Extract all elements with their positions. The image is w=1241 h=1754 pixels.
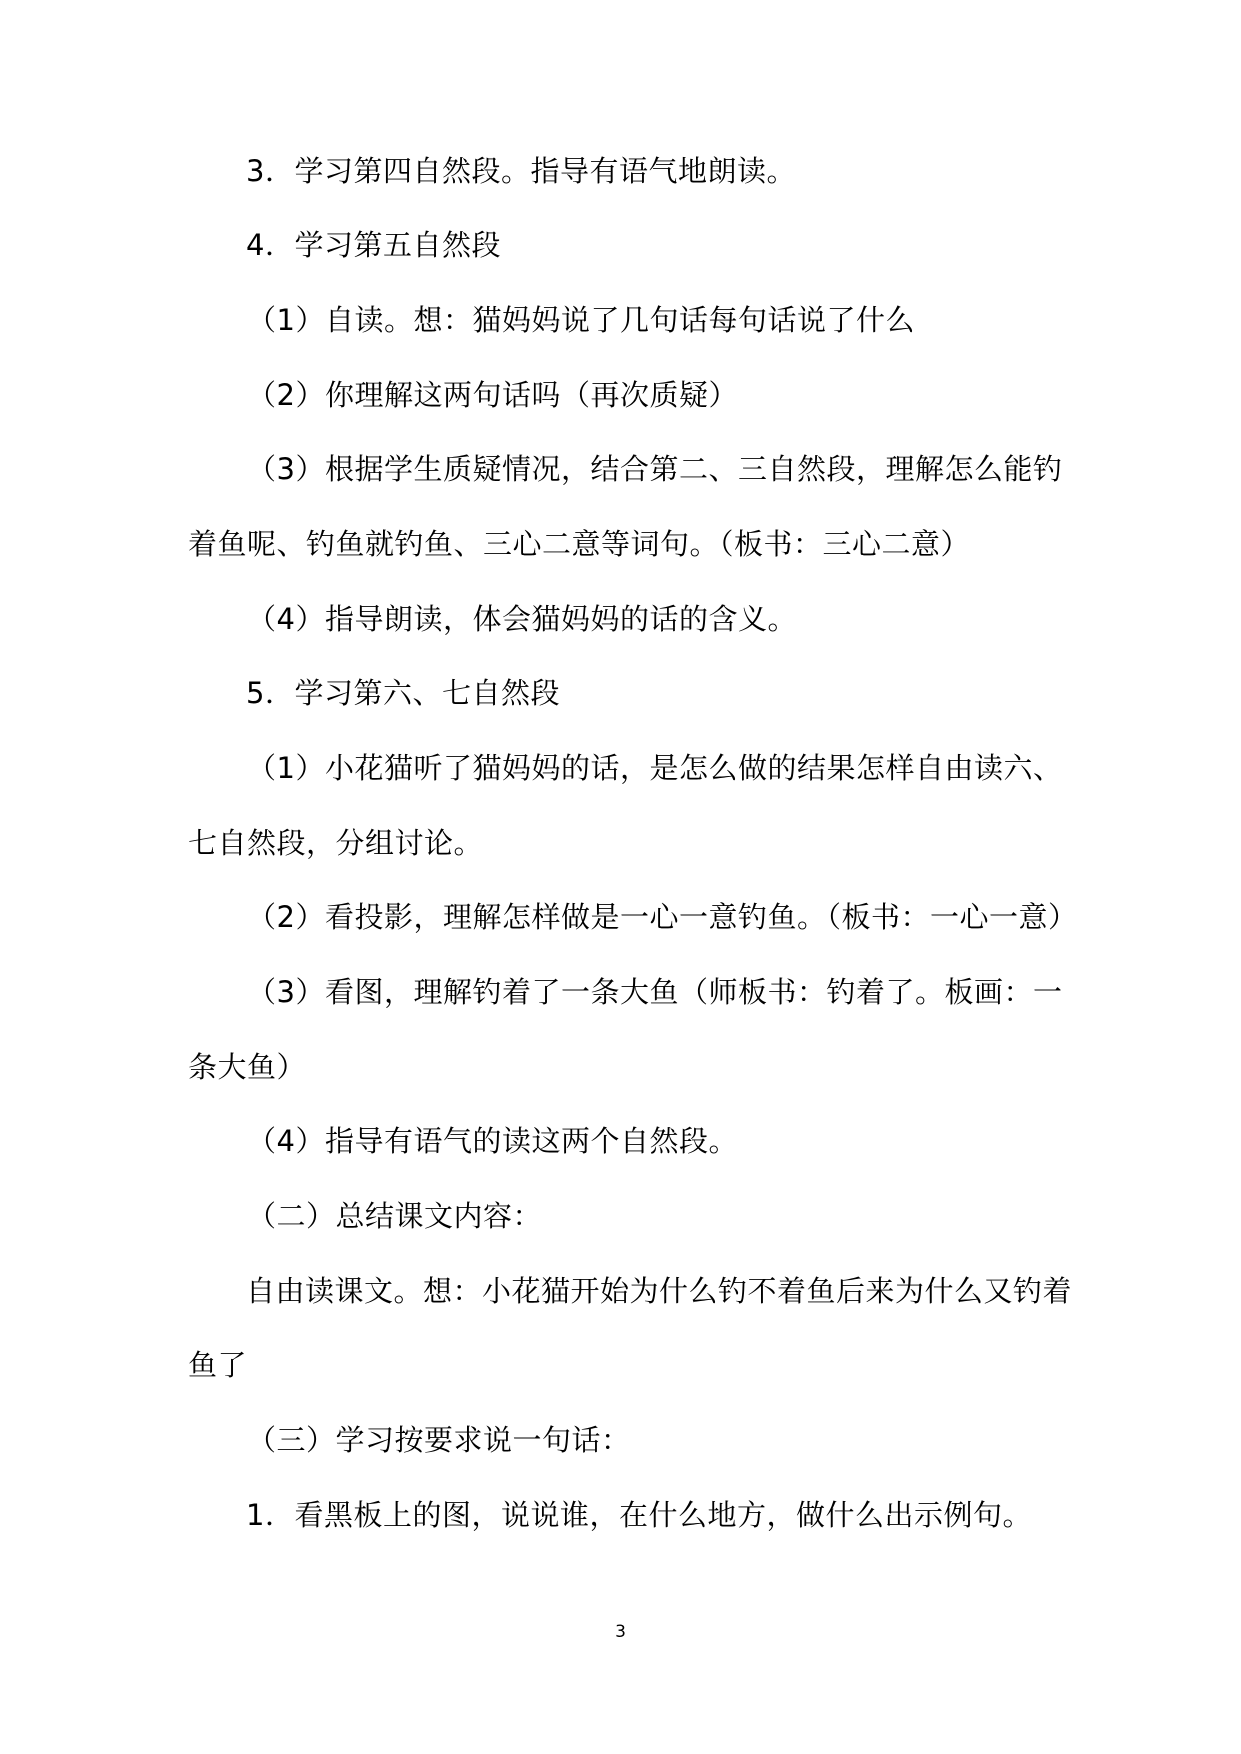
paragraph-line: 1．看黑板上的图，说说谁，在什么地方，做什么出示例句。	[246, 1498, 1032, 1532]
paragraph-line: 5．学习第六、七自然段	[246, 676, 560, 710]
paragraph-line: （1）自读。想：猫妈妈说了几句话每句话说了什么	[247, 303, 915, 337]
paragraph-line: （三）学习按要求说一句话：	[247, 1423, 631, 1457]
paragraph-line: （3）看图，理解钓着了一条大鱼（师板书：钓着了。板画：一	[247, 975, 1063, 1009]
paragraph-line: 4．学习第五自然段	[246, 228, 501, 262]
paragraph-line: （3）根据学生质疑情况，结合第二、三自然段，理解怎么能钓	[247, 452, 1063, 486]
paragraph-line: 鱼了	[188, 1348, 248, 1382]
paragraph-line: 七自然段，分组讨论。	[188, 826, 484, 860]
paragraph-line: （4）指导朗读，体会猫妈妈的话的含义。	[247, 602, 797, 636]
paragraph-line: （二）总结课文内容：	[247, 1199, 543, 1233]
page-number: 3	[615, 1622, 626, 1642]
paragraph-line: 自由读课文。想：小花猫开始为什么钓不着鱼后来为什么又钓着	[246, 1274, 1073, 1308]
paragraph-line: 条大鱼）	[188, 1050, 307, 1084]
paragraph-line: （2）你理解这两句话吗（再次质疑）	[247, 378, 738, 412]
paragraph-line: 着鱼呢、钓鱼就钓鱼、三心二意等词句。（板书：三心二意）	[188, 527, 971, 561]
paragraph-line: （2）看投影，理解怎样做是一心一意钓鱼。（板书：一心一意）	[247, 900, 1078, 934]
paragraph-line: 3．学习第四自然段。指导有语气地朗读。	[246, 154, 796, 188]
paragraph-line: （4）指导有语气的读这两个自然段。	[247, 1124, 738, 1158]
paragraph-line: （1）小花猫听了猫妈妈的话，是怎么做的结果怎样自由读六、	[247, 751, 1063, 785]
